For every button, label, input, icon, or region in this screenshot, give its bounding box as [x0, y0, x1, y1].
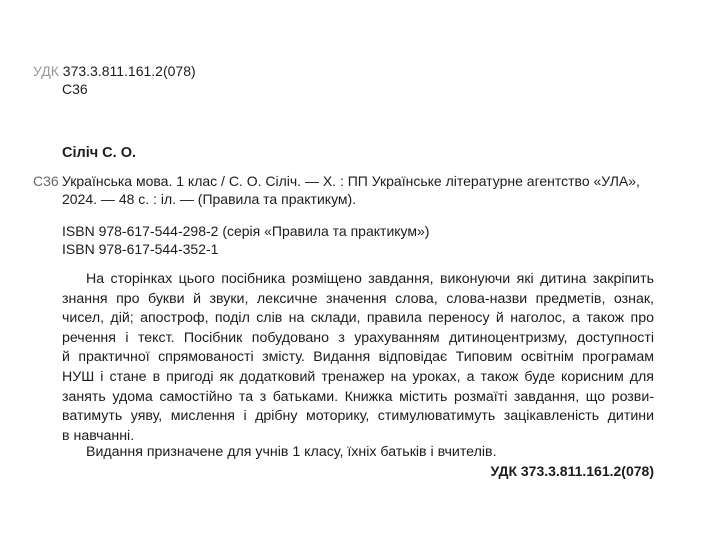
isbn-list [62, 222, 429, 258]
abstract-line: занять удома самостійно та з батьками. Книжка містить розмаїті завдання, що розви- [62, 388, 654, 405]
abstract-line: знання про букви й звуки, лексичне значення слова, слова-назви предметів, ознак, [62, 290, 654, 307]
bibliographic-description [62, 172, 668, 208]
udk-classification-bottom: УДК 373.3.811.161.2(078) [490, 463, 654, 479]
isbn-series: ISBN 978-617-544-298-2 (серія «Правила та практикум») [62, 223, 430, 239]
udk-classification-top [33, 62, 196, 80]
abstract-paragraph [62, 270, 654, 446]
udk-label: УДК [33, 63, 59, 79]
abstract-line: й практичної спрямованості змісту. Видання відповідає Типовим освітнім програмам [62, 349, 654, 366]
abstract-line: НУШ і стане в пригоді як додатковий тренажер на уроках, а також буде корисним для [62, 368, 654, 385]
isbn-book: ISBN 978-617-544-352-1 [62, 241, 219, 257]
author-heading: Сіліч С. О. [62, 145, 137, 161]
audience-note: Видання призначене для учнів 1 класу, їхніх батьків і вчителів. [86, 444, 497, 460]
abstract-line: На сторінках цього посібника розміщено завдання, виконуючи які дитина закріпить [86, 271, 654, 287]
abstract-line: чисел, дій; апостроф, поділ слів на склади, правила переносу й наголос, а також про [62, 310, 654, 327]
abstract-line: ватимуть уяву, мислення і дрібну моторику, стимулюватимуть зацікавленість дитини [62, 408, 654, 425]
biblio-line: Українська мова. 1 клас / С. О. Сіліч. — Х. : ПП Українське літературне агентство «УЛА», [62, 173, 640, 189]
biblio-line: 2024. — 48 с. : іл. — (Правила та практикум). [62, 191, 357, 207]
abstract-line: речення і текст. Посібник побудовано з урахуванням дитиноцентризму, доступності [62, 329, 654, 346]
abstract-line: в навчанні. [62, 427, 135, 444]
bbk-code: С36 [62, 81, 88, 97]
udk-code: 373.3.811.161.2(078) [62, 63, 196, 79]
author-code-mark: С36 [33, 173, 59, 189]
